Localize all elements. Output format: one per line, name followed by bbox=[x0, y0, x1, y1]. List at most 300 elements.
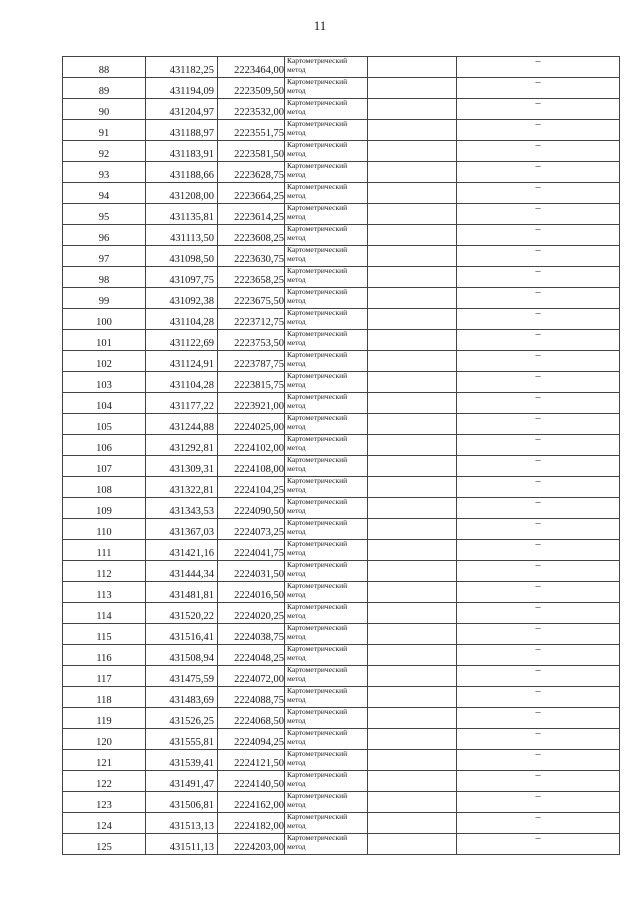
blank-cell bbox=[368, 456, 457, 477]
dash-cell: – bbox=[457, 813, 620, 834]
blank-cell bbox=[368, 813, 457, 834]
dash-cell: – bbox=[457, 519, 620, 540]
x-coordinate-cell: 431526,25 bbox=[146, 708, 218, 729]
blank-cell bbox=[368, 162, 457, 183]
blank-cell bbox=[368, 540, 457, 561]
table-row bbox=[63, 540, 620, 561]
method-label-line2: метод bbox=[287, 169, 306, 179]
y-coordinate-cell: 2223532,00 bbox=[218, 99, 285, 120]
method-label-line1: Картометрический bbox=[287, 98, 348, 107]
method-label-line1: Картометрический bbox=[287, 77, 348, 86]
x-coordinate-cell: 431367,03 bbox=[146, 519, 218, 540]
point-number-cell: 118 bbox=[63, 687, 146, 708]
dash-cell: – bbox=[457, 183, 620, 204]
blank-cell bbox=[368, 351, 457, 372]
blank-cell bbox=[368, 183, 457, 204]
method-label-line1: Картометрический bbox=[287, 455, 348, 464]
table-row bbox=[63, 519, 620, 540]
dash-cell: – bbox=[457, 666, 620, 687]
table-row bbox=[63, 372, 620, 393]
method-label-line2: метод bbox=[287, 295, 306, 305]
blank-cell bbox=[368, 477, 457, 498]
y-coordinate-cell: 2223921,00 bbox=[218, 393, 285, 414]
method-cell bbox=[285, 393, 368, 414]
dash-cell: – bbox=[457, 141, 620, 162]
point-number-cell: 99 bbox=[63, 288, 146, 309]
method-label-line2: метод bbox=[287, 484, 306, 494]
dash-cell: – bbox=[457, 708, 620, 729]
y-coordinate-cell: 2224038,75 bbox=[218, 624, 285, 645]
y-coordinate-cell: 2223628,75 bbox=[218, 162, 285, 183]
point-number-cell: 90 bbox=[63, 99, 146, 120]
method-cell bbox=[285, 750, 368, 771]
method-label-line1: Картометрический bbox=[287, 224, 348, 233]
y-coordinate-cell: 2223753,50 bbox=[218, 330, 285, 351]
method-cell bbox=[285, 246, 368, 267]
method-label-line1: Картометрический bbox=[287, 791, 348, 800]
dash-cell: – bbox=[457, 225, 620, 246]
y-coordinate-cell: 2224073,25 bbox=[218, 519, 285, 540]
method-label-line1: Картометрический bbox=[287, 119, 348, 128]
table-row bbox=[63, 645, 620, 666]
method-cell bbox=[285, 99, 368, 120]
method-label-line2: метод bbox=[287, 358, 306, 368]
method-cell bbox=[285, 204, 368, 225]
method-cell bbox=[285, 162, 368, 183]
table-row bbox=[63, 309, 620, 330]
dash-cell: – bbox=[457, 78, 620, 99]
method-label-line2: метод bbox=[287, 127, 306, 137]
point-number-cell: 107 bbox=[63, 456, 146, 477]
table-row bbox=[63, 99, 620, 120]
table-row bbox=[63, 582, 620, 603]
dash-cell: – bbox=[457, 624, 620, 645]
blank-cell bbox=[368, 78, 457, 99]
x-coordinate-cell: 431491,47 bbox=[146, 771, 218, 792]
x-coordinate-cell: 431122,69 bbox=[146, 330, 218, 351]
point-number-cell: 94 bbox=[63, 183, 146, 204]
x-coordinate-cell: 431513,13 bbox=[146, 813, 218, 834]
y-coordinate-cell: 2224102,00 bbox=[218, 435, 285, 456]
method-label-line2: метод bbox=[287, 148, 306, 158]
method-cell bbox=[285, 351, 368, 372]
y-coordinate-cell: 2224104,25 bbox=[218, 477, 285, 498]
blank-cell bbox=[368, 288, 457, 309]
blank-cell bbox=[368, 309, 457, 330]
point-number-cell: 106 bbox=[63, 435, 146, 456]
method-label-line1: Картометрический bbox=[287, 497, 348, 506]
table-row bbox=[63, 624, 620, 645]
point-number-cell: 117 bbox=[63, 666, 146, 687]
method-cell bbox=[285, 435, 368, 456]
x-coordinate-cell: 431098,50 bbox=[146, 246, 218, 267]
table-row bbox=[63, 120, 620, 141]
x-coordinate-cell: 431555,81 bbox=[146, 729, 218, 750]
x-coordinate-cell: 431444,34 bbox=[146, 561, 218, 582]
point-number-cell: 102 bbox=[63, 351, 146, 372]
blank-cell bbox=[368, 267, 457, 288]
blank-cell bbox=[368, 645, 457, 666]
method-label-line1: Картометрический bbox=[287, 812, 348, 821]
x-coordinate-cell: 431292,81 bbox=[146, 435, 218, 456]
table-row bbox=[63, 750, 620, 771]
dash-cell: – bbox=[457, 57, 620, 78]
method-cell bbox=[285, 771, 368, 792]
method-label-line1: Картометрический bbox=[287, 539, 348, 548]
dash-cell: – bbox=[457, 162, 620, 183]
method-cell bbox=[285, 519, 368, 540]
point-number-cell: 108 bbox=[63, 477, 146, 498]
x-coordinate-cell: 431520,22 bbox=[146, 603, 218, 624]
y-coordinate-cell: 2223664,25 bbox=[218, 183, 285, 204]
point-number-cell: 104 bbox=[63, 393, 146, 414]
method-label-line1: Картометрический bbox=[287, 686, 348, 695]
coordinates-table-body bbox=[63, 57, 620, 855]
method-label-line2: метод bbox=[287, 610, 306, 620]
table-row bbox=[63, 225, 620, 246]
point-number-cell: 88 bbox=[63, 57, 146, 78]
method-cell bbox=[285, 57, 368, 78]
method-label-line1: Картометрический bbox=[287, 833, 348, 842]
point-number-cell: 113 bbox=[63, 582, 146, 603]
y-coordinate-cell: 2224162,00 bbox=[218, 792, 285, 813]
method-label-line2: метод bbox=[287, 337, 306, 347]
blank-cell bbox=[368, 561, 457, 582]
point-number-cell: 114 bbox=[63, 603, 146, 624]
method-label-line1: Картометрический bbox=[287, 203, 348, 212]
blank-cell bbox=[368, 435, 457, 456]
x-coordinate-cell: 431092,38 bbox=[146, 288, 218, 309]
dash-cell: – bbox=[457, 498, 620, 519]
table-row bbox=[63, 666, 620, 687]
blank-cell bbox=[368, 582, 457, 603]
x-coordinate-cell: 431188,66 bbox=[146, 162, 218, 183]
y-coordinate-cell: 2224041,75 bbox=[218, 540, 285, 561]
x-coordinate-cell: 431194,09 bbox=[146, 78, 218, 99]
x-coordinate-cell: 431188,97 bbox=[146, 120, 218, 141]
x-coordinate-cell: 431516,41 bbox=[146, 624, 218, 645]
point-number-cell: 122 bbox=[63, 771, 146, 792]
point-number-cell: 95 bbox=[63, 204, 146, 225]
method-cell bbox=[285, 666, 368, 687]
y-coordinate-cell: 2223509,50 bbox=[218, 78, 285, 99]
method-cell bbox=[285, 330, 368, 351]
table-row bbox=[63, 561, 620, 582]
table-row bbox=[63, 330, 620, 351]
method-cell bbox=[285, 309, 368, 330]
blank-cell bbox=[368, 729, 457, 750]
table-row bbox=[63, 183, 620, 204]
method-label-line1: Картометрический bbox=[287, 770, 348, 779]
x-coordinate-cell: 431539,41 bbox=[146, 750, 218, 771]
table-row bbox=[63, 435, 620, 456]
y-coordinate-cell: 2223712,75 bbox=[218, 309, 285, 330]
x-coordinate-cell: 431208,00 bbox=[146, 183, 218, 204]
point-number-cell: 97 bbox=[63, 246, 146, 267]
dash-cell: – bbox=[457, 99, 620, 120]
method-label-line2: метод bbox=[287, 841, 306, 851]
table-row bbox=[63, 393, 620, 414]
x-coordinate-cell: 431481,81 bbox=[146, 582, 218, 603]
method-label-line2: метод bbox=[287, 190, 306, 200]
blank-cell bbox=[368, 57, 457, 78]
method-cell bbox=[285, 456, 368, 477]
method-label-line1: Картометрический bbox=[287, 602, 348, 611]
dash-cell: – bbox=[457, 309, 620, 330]
method-label-line2: метод bbox=[287, 757, 306, 767]
table-row bbox=[63, 456, 620, 477]
y-coordinate-cell: 2223614,25 bbox=[218, 204, 285, 225]
method-label-line2: метод bbox=[287, 316, 306, 326]
method-label-line1: Картометрический bbox=[287, 182, 348, 191]
point-number-cell: 124 bbox=[63, 813, 146, 834]
point-number-cell: 109 bbox=[63, 498, 146, 519]
x-coordinate-cell: 431104,28 bbox=[146, 309, 218, 330]
point-number-cell: 112 bbox=[63, 561, 146, 582]
method-cell bbox=[285, 792, 368, 813]
dash-cell: – bbox=[457, 120, 620, 141]
dash-cell: – bbox=[457, 603, 620, 624]
dash-cell: – bbox=[457, 771, 620, 792]
method-label-line2: метод bbox=[287, 253, 306, 263]
method-label-line2: метод bbox=[287, 211, 306, 221]
x-coordinate-cell: 431135,81 bbox=[146, 204, 218, 225]
table-row bbox=[63, 813, 620, 834]
method-label-line1: Картометрический bbox=[287, 707, 348, 716]
blank-cell bbox=[368, 393, 457, 414]
x-coordinate-cell: 431204,97 bbox=[146, 99, 218, 120]
blank-cell bbox=[368, 708, 457, 729]
dash-cell: – bbox=[457, 540, 620, 561]
method-cell bbox=[285, 603, 368, 624]
blank-cell bbox=[368, 603, 457, 624]
blank-cell bbox=[368, 834, 457, 855]
y-coordinate-cell: 2223787,75 bbox=[218, 351, 285, 372]
point-number-cell: 125 bbox=[63, 834, 146, 855]
point-number-cell: 92 bbox=[63, 141, 146, 162]
method-label-line1: Картометрический bbox=[287, 161, 348, 170]
dash-cell: – bbox=[457, 477, 620, 498]
dash-cell: – bbox=[457, 687, 620, 708]
method-cell bbox=[285, 813, 368, 834]
blank-cell bbox=[368, 666, 457, 687]
x-coordinate-cell: 431483,69 bbox=[146, 687, 218, 708]
y-coordinate-cell: 2224108,00 bbox=[218, 456, 285, 477]
y-coordinate-cell: 2224072,00 bbox=[218, 666, 285, 687]
x-coordinate-cell: 431322,81 bbox=[146, 477, 218, 498]
method-cell bbox=[285, 120, 368, 141]
y-coordinate-cell: 2223581,50 bbox=[218, 141, 285, 162]
method-label-line2: метод bbox=[287, 589, 306, 599]
method-label-line1: Картометрический bbox=[287, 476, 348, 485]
y-coordinate-cell: 2224090,50 bbox=[218, 498, 285, 519]
y-coordinate-cell: 2224048,25 bbox=[218, 645, 285, 666]
point-number-cell: 105 bbox=[63, 414, 146, 435]
x-coordinate-cell: 431506,81 bbox=[146, 792, 218, 813]
method-cell bbox=[285, 729, 368, 750]
method-cell bbox=[285, 624, 368, 645]
point-number-cell: 98 bbox=[63, 267, 146, 288]
table-row bbox=[63, 477, 620, 498]
point-number-cell: 91 bbox=[63, 120, 146, 141]
point-number-cell: 110 bbox=[63, 519, 146, 540]
dash-cell: – bbox=[457, 414, 620, 435]
method-cell bbox=[285, 540, 368, 561]
y-coordinate-cell: 2224088,75 bbox=[218, 687, 285, 708]
table-row bbox=[63, 246, 620, 267]
blank-cell bbox=[368, 99, 457, 120]
method-cell bbox=[285, 267, 368, 288]
blank-cell bbox=[368, 519, 457, 540]
x-coordinate-cell: 431508,94 bbox=[146, 645, 218, 666]
blank-cell bbox=[368, 498, 457, 519]
method-label-line1: Картометрический bbox=[287, 140, 348, 149]
coordinates-table bbox=[62, 56, 620, 855]
y-coordinate-cell: 2224182,00 bbox=[218, 813, 285, 834]
dash-cell: – bbox=[457, 792, 620, 813]
method-label-line1: Картометрический bbox=[287, 581, 348, 590]
blank-cell bbox=[368, 687, 457, 708]
dash-cell: – bbox=[457, 456, 620, 477]
blank-cell bbox=[368, 330, 457, 351]
method-label-line1: Картометрический bbox=[287, 749, 348, 758]
dash-cell: – bbox=[457, 393, 620, 414]
method-label-line1: Картометрический bbox=[287, 413, 348, 422]
method-label-line2: метод bbox=[287, 400, 306, 410]
method-cell bbox=[285, 498, 368, 519]
blank-cell bbox=[368, 225, 457, 246]
method-label-line2: метод bbox=[287, 505, 306, 515]
dash-cell: – bbox=[457, 267, 620, 288]
dash-cell: – bbox=[457, 561, 620, 582]
table-row bbox=[63, 687, 620, 708]
point-number-cell: 103 bbox=[63, 372, 146, 393]
method-label-line1: Картометрический bbox=[287, 329, 348, 338]
point-number-cell: 116 bbox=[63, 645, 146, 666]
method-label-line2: метод bbox=[287, 442, 306, 452]
y-coordinate-cell: 2223658,25 bbox=[218, 267, 285, 288]
method-label-line1: Картометрический bbox=[287, 434, 348, 443]
table-row bbox=[63, 78, 620, 99]
dash-cell: – bbox=[457, 750, 620, 771]
x-coordinate-cell: 431182,25 bbox=[146, 57, 218, 78]
method-label-line1: Картометрический bbox=[287, 266, 348, 275]
method-label-line2: метод bbox=[287, 421, 306, 431]
blank-cell bbox=[368, 792, 457, 813]
table-row bbox=[63, 792, 620, 813]
method-label-line1: Картометрический bbox=[287, 308, 348, 317]
y-coordinate-cell: 2223630,75 bbox=[218, 246, 285, 267]
table-row bbox=[63, 771, 620, 792]
method-label-line1: Картометрический bbox=[287, 644, 348, 653]
y-coordinate-cell: 2224068,50 bbox=[218, 708, 285, 729]
method-label-line1: Картометрический bbox=[287, 350, 348, 359]
table-row bbox=[63, 162, 620, 183]
dash-cell: – bbox=[457, 351, 620, 372]
method-label-line2: метод bbox=[287, 715, 306, 725]
point-number-cell: 111 bbox=[63, 540, 146, 561]
x-coordinate-cell: 431421,16 bbox=[146, 540, 218, 561]
method-cell bbox=[285, 561, 368, 582]
table-row bbox=[63, 288, 620, 309]
method-label-line1: Картометрический bbox=[287, 392, 348, 401]
x-coordinate-cell: 431124,91 bbox=[146, 351, 218, 372]
method-label-line2: метод bbox=[287, 274, 306, 284]
method-cell bbox=[285, 834, 368, 855]
method-label-line1: Картометрический bbox=[287, 728, 348, 737]
point-number-cell: 89 bbox=[63, 78, 146, 99]
dash-cell: – bbox=[457, 246, 620, 267]
x-coordinate-cell: 431183,91 bbox=[146, 141, 218, 162]
y-coordinate-cell: 2223815,75 bbox=[218, 372, 285, 393]
method-label-line2: метод bbox=[287, 568, 306, 578]
x-coordinate-cell: 431343,53 bbox=[146, 498, 218, 519]
point-number-cell: 100 bbox=[63, 309, 146, 330]
method-label-line1: Картометрический bbox=[287, 371, 348, 380]
blank-cell bbox=[368, 246, 457, 267]
table-row bbox=[63, 414, 620, 435]
dash-cell: – bbox=[457, 582, 620, 603]
method-cell bbox=[285, 477, 368, 498]
x-coordinate-cell: 431244,88 bbox=[146, 414, 218, 435]
method-label-line1: Картометрический bbox=[287, 287, 348, 296]
method-label-line2: метод bbox=[287, 778, 306, 788]
page-number: 11 bbox=[313, 18, 327, 33]
y-coordinate-cell: 2224016,50 bbox=[218, 582, 285, 603]
x-coordinate-cell: 431177,22 bbox=[146, 393, 218, 414]
table-row bbox=[63, 267, 620, 288]
x-coordinate-cell: 431097,75 bbox=[146, 267, 218, 288]
blank-cell bbox=[368, 771, 457, 792]
method-label-line2: метод bbox=[287, 652, 306, 662]
method-cell bbox=[285, 183, 368, 204]
method-label-line2: метод bbox=[287, 64, 306, 74]
dash-cell: – bbox=[457, 834, 620, 855]
method-cell bbox=[285, 645, 368, 666]
dash-cell: – bbox=[457, 645, 620, 666]
point-number-cell: 119 bbox=[63, 708, 146, 729]
y-coordinate-cell: 2223551,75 bbox=[218, 120, 285, 141]
method-label-line1: Картометрический bbox=[287, 560, 348, 569]
y-coordinate-cell: 2224203,00 bbox=[218, 834, 285, 855]
dash-cell: – bbox=[457, 204, 620, 225]
y-coordinate-cell: 2223464,00 bbox=[218, 57, 285, 78]
method-cell bbox=[285, 78, 368, 99]
method-cell bbox=[285, 141, 368, 162]
y-coordinate-cell: 2224094,25 bbox=[218, 729, 285, 750]
dash-cell: – bbox=[457, 288, 620, 309]
table-row bbox=[63, 57, 620, 78]
method-label-line2: метод bbox=[287, 631, 306, 641]
x-coordinate-cell: 431309,31 bbox=[146, 456, 218, 477]
table-row bbox=[63, 603, 620, 624]
blank-cell bbox=[368, 414, 457, 435]
method-label-line2: метод bbox=[287, 673, 306, 683]
table-row bbox=[63, 141, 620, 162]
table-row bbox=[63, 498, 620, 519]
method-label-line2: метод bbox=[287, 799, 306, 809]
y-coordinate-cell: 2224025,00 bbox=[218, 414, 285, 435]
y-coordinate-cell: 2224020,25 bbox=[218, 603, 285, 624]
point-number-cell: 101 bbox=[63, 330, 146, 351]
x-coordinate-cell: 431511,13 bbox=[146, 834, 218, 855]
method-label-line1: Картометрический bbox=[287, 518, 348, 527]
blank-cell bbox=[368, 141, 457, 162]
point-number-cell: 115 bbox=[63, 624, 146, 645]
method-label-line2: метод bbox=[287, 463, 306, 473]
method-cell bbox=[285, 708, 368, 729]
point-number-cell: 123 bbox=[63, 792, 146, 813]
